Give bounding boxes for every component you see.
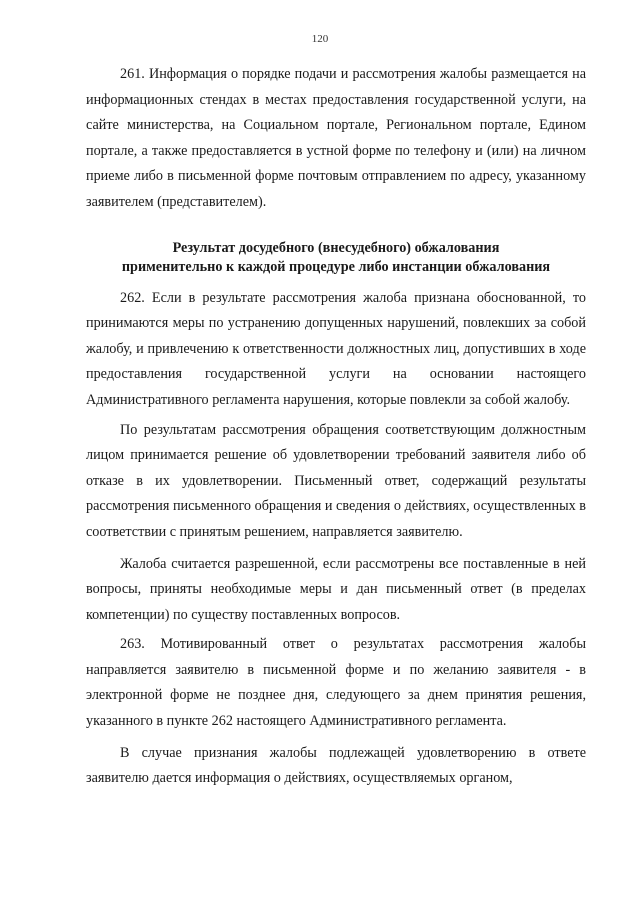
- paragraph-263-satisfaction: В случае признания жалобы подлежащей удовлетворению в ответе заявителю дается информация о действиях, осуществляемых органом,: [86, 744, 586, 787]
- paragraph-262: 262. Если в результате рассмотрения жалоба признана обоснованной, то принимаются меры по устранению допущенных нарушений, повлекших за собой жалобу, и привлечению к ответственности должностных лиц, допустивших в ходе предоставления государственной услуги на основании настоящего Административного регламента нарушения, которые повлекли за собой жалобу.: [86, 289, 586, 408]
- section-heading-line-1: Результат досудебного (внесудебного) обжалования: [172, 239, 500, 256]
- paragraph-263: 263. Мотивированный ответ о результатах рассмотрения жалобы направляется заявителю в письменной форме и по желанию заявителя - в электронной форме не позднее дня, следующего за днем принятия решения, указанного в пункте 262 настоящего Административного регламента.: [86, 636, 586, 730]
- paragraph-262-resolved: Жалоба считается разрешенной, если рассмотрены все поставленные в ней вопросы, приняты необходимые меры и дан письменный ответ (в пределах компетенции) по существу поставленных вопросов.: [86, 555, 586, 623]
- page-number: 120: [311, 33, 329, 45]
- section-heading-line-2: применительно к каждой процедуре либо инстанции обжалования: [121, 258, 551, 275]
- paragraph-261: 261. Информация о порядке подачи и рассмотрения жалобы размещается на информационных стендах в местах предоставления государственной услуги, на сайте министерства, на Социальном портале, Региональном портале, Едином портале, а также предоставляется в устной форме по телефону и (или) на личном приеме либо в письменной форме почтовым отправлением по адресу, указанному заявителем (представителем).: [86, 66, 586, 210]
- section-heading: [86, 239, 586, 277]
- document-body: [86, 62, 586, 792]
- paragraph-262-decision: По результатам рассмотрения обращения соответствующим должностным лицом принимается решение об удовлетворении требований заявителя либо об отказе в их удовлетворении. Письменный ответ, содержащий результаты рассмотрения письменного обращения и сведения о действиях, осуществленных в соответствии с принятым решением, направляется заявителю.: [86, 421, 586, 540]
